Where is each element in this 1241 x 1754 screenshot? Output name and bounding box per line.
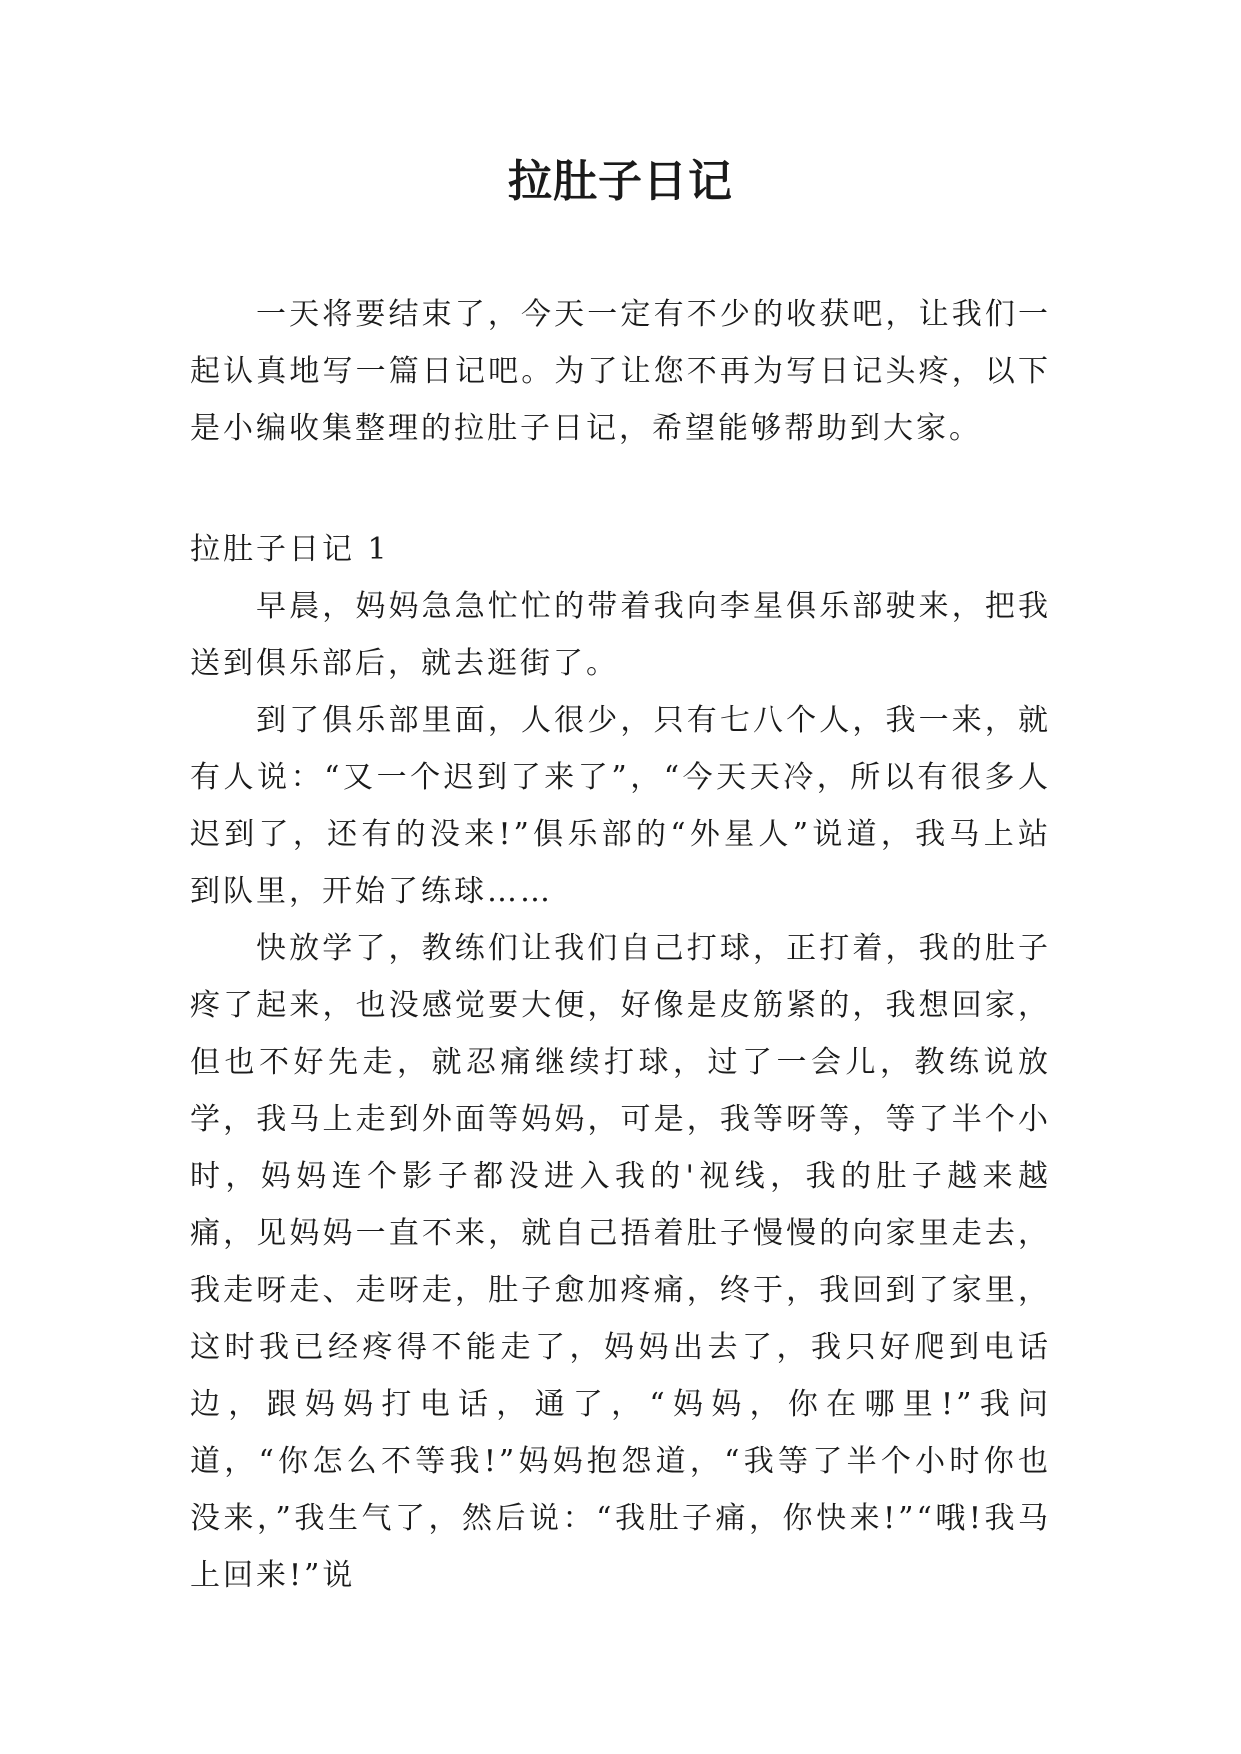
diary-entry <box>190 521 1051 1604</box>
section-heading: 拉肚子日记 1 <box>190 532 390 567</box>
document-title: 拉肚子日记 <box>508 156 733 207</box>
paragraph-2: 到了俱乐部里面，人很少，只有七八个人，我一来，就有人说：“又一个迟到了来了”，“今天天冷，所以有很多人迟到了，还有的没来!”俱乐部的“外星人”说道，我马上站到队里，开始了练球…… <box>190 703 1051 909</box>
intro-paragraph: 一天将要结束了，今天一定有不少的收获吧，让我们一起认真地写一篇日记吧。为了让您不再为写日记头疼，以下是小编收集整理的拉肚子日记，希望能够帮助到大家。 <box>190 297 1051 446</box>
paragraph-1: 早晨，妈妈急急忙忙的带着我向李星俱乐部驶来，把我送到俱乐部后，就去逛街了。 <box>190 589 1051 681</box>
paragraph-3: 快放学了，教练们让我们自己打球，正打着，我的肚子疼了起来，也没感觉要大便，好像是皮筋紧的，我想回家，但也不好先走，就忍痛继续打球，过了一会儿，教练说放学，我马上走到外面等妈妈，可是，我等呀等，等了半个小时，妈妈连个影子都没进入我的'视线，我的肚子越来越痛，见妈妈一直不来，就自己捂着肚子慢慢的向家里走去，我走呀走、走呀走，肚子愈加疼痛，终于，我回到了家里，这时我已经疼得不能走了，妈妈出去了，我只好爬到电话边，跟妈妈打电话，通了，“妈妈，你在哪里!”我问道，“你怎么不等我!”妈妈抱怨道，“我等了半个小时你也没来，”我生气了，然后说：“我肚子痛，你快来!”“哦!我马上回来!”说 <box>190 931 1051 1593</box>
